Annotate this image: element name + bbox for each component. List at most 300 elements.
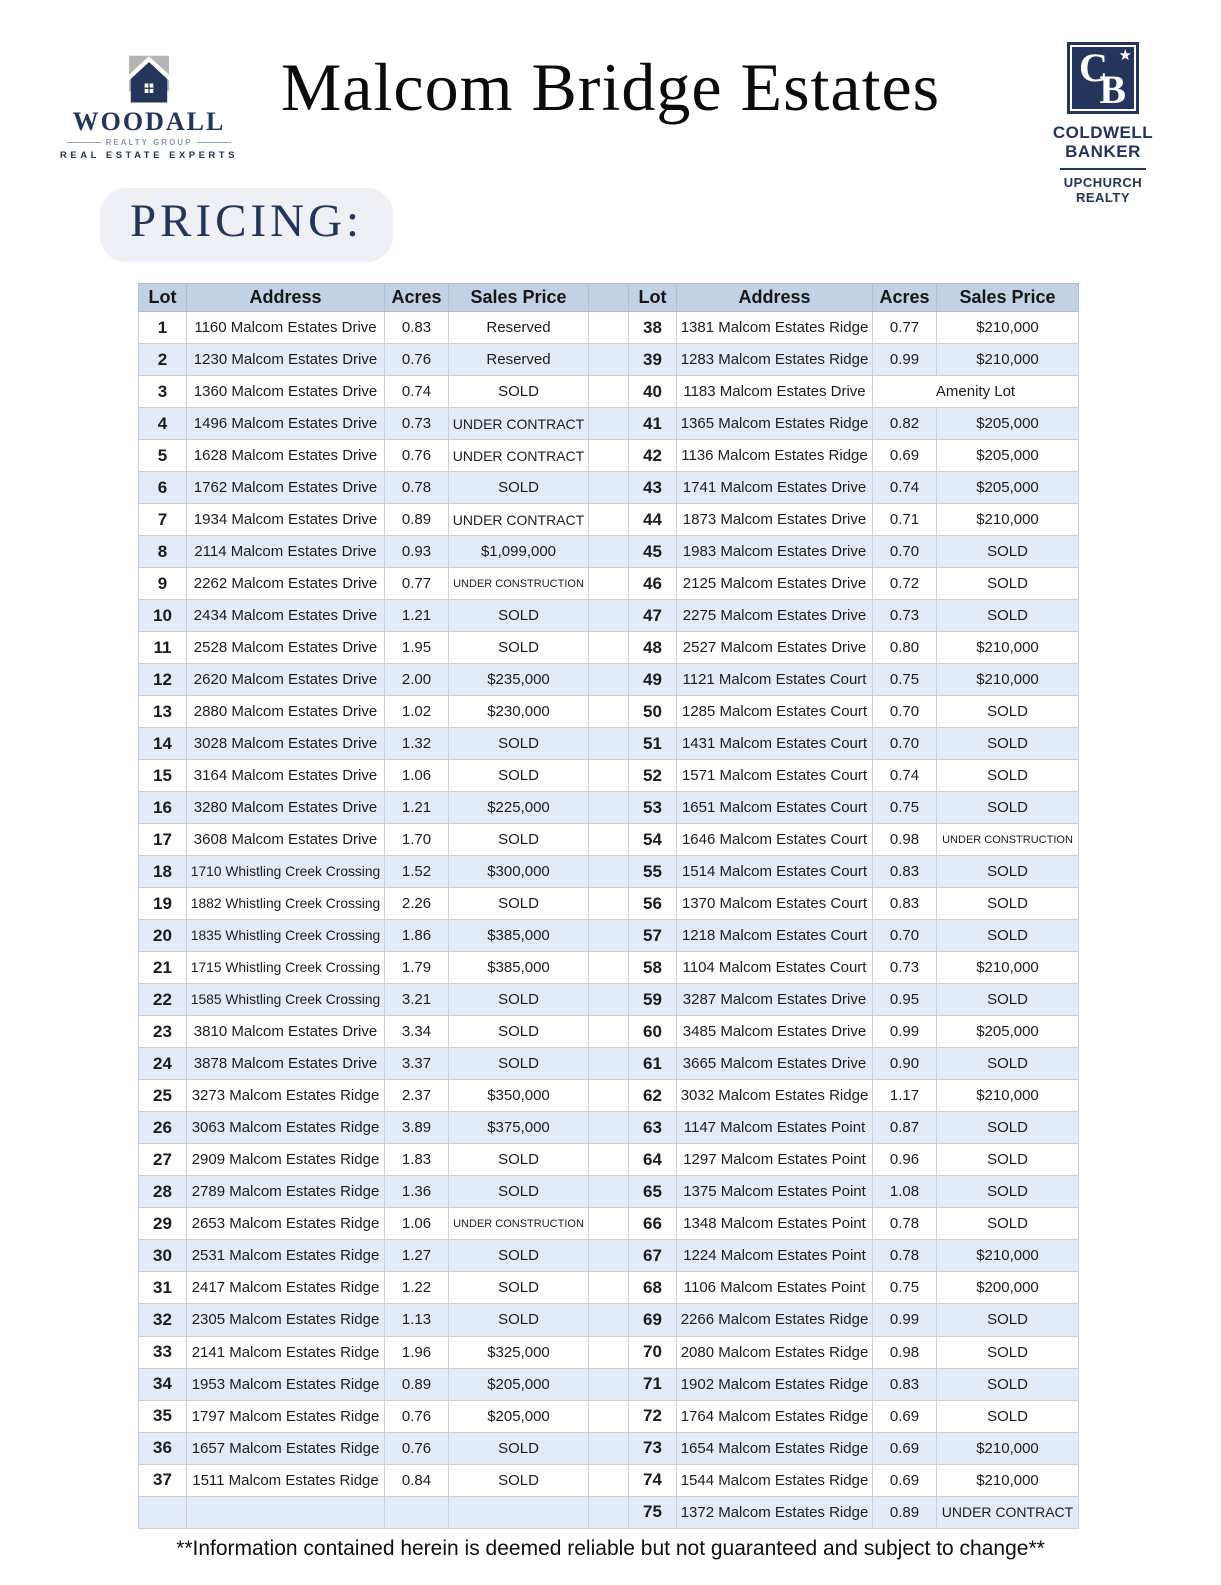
acres-cell: 0.76: [385, 344, 449, 376]
acres-cell: 0.98: [873, 824, 937, 856]
lot-cell: 71: [629, 1368, 677, 1400]
lot-cell: 7: [139, 504, 187, 536]
acres-cell: 1.70: [385, 824, 449, 856]
spacer-cell: [589, 344, 629, 376]
price-cell: SOLD: [937, 1112, 1079, 1144]
spacer-cell: [589, 1016, 629, 1048]
price-cell: UNDER CONTRACT: [449, 504, 589, 536]
price-cell: SOLD: [937, 760, 1079, 792]
price-cell: $200,000: [937, 1272, 1079, 1304]
table-row: [139, 1464, 1079, 1496]
woodall-name: WOODALL: [72, 107, 226, 136]
table-row: [139, 792, 1079, 824]
lot-cell: 28: [139, 1176, 187, 1208]
table-row: [139, 1176, 1079, 1208]
spacer-cell: [589, 824, 629, 856]
spacer-cell: [589, 600, 629, 632]
lot-cell: 33: [139, 1336, 187, 1368]
acres-cell: 0.83: [873, 1368, 937, 1400]
lot-cell: 31: [139, 1272, 187, 1304]
lot-cell: 4: [139, 408, 187, 440]
table-row: [139, 568, 1079, 600]
lot-cell: 75: [629, 1496, 677, 1528]
col-header-sales-price: Sales Price: [449, 284, 589, 312]
acres-cell: 0.76: [385, 1400, 449, 1432]
price-cell: SOLD: [937, 1336, 1079, 1368]
address-cell: 1544 Malcom Estates Ridge: [677, 1464, 873, 1496]
address-cell: 1183 Malcom Estates Drive: [677, 376, 873, 408]
table-row: [139, 1144, 1079, 1176]
address-cell: 1365 Malcom Estates Ridge: [677, 408, 873, 440]
price-cell: $210,000: [937, 1240, 1079, 1272]
acres-cell: 0.87: [873, 1112, 937, 1144]
spacer-cell: [589, 760, 629, 792]
acres-cell: 3.89: [385, 1112, 449, 1144]
address-cell: 1514 Malcom Estates Court: [677, 856, 873, 888]
price-cell: SOLD: [449, 824, 589, 856]
acres-cell: 0.89: [873, 1496, 937, 1528]
woodall-tagline: REAL ESTATE EXPERTS: [60, 150, 238, 161]
address-cell: 1710 Whistling Creek Crossing: [187, 856, 385, 888]
acres-cell: [385, 1496, 449, 1528]
lot-cell: 17: [139, 824, 187, 856]
col-header-acres: Acres: [873, 284, 937, 312]
spacer-cell: [589, 1240, 629, 1272]
col-header-acres: Acres: [385, 284, 449, 312]
acres-cell: 0.78: [873, 1208, 937, 1240]
address-cell: 1104 Malcom Estates Court: [677, 952, 873, 984]
address-cell: 1381 Malcom Estates Ridge: [677, 312, 873, 344]
lot-cell: 43: [629, 472, 677, 504]
price-cell: SOLD: [449, 1272, 589, 1304]
lot-cell: 72: [629, 1400, 677, 1432]
monogram-letter-b: B: [1099, 67, 1126, 112]
address-cell: 1571 Malcom Estates Court: [677, 760, 873, 792]
spacer-cell: [589, 856, 629, 888]
address-cell: 1628 Malcom Estates Drive: [187, 440, 385, 472]
table-row: [139, 376, 1079, 408]
table-row: [139, 408, 1079, 440]
address-cell: 3665 Malcom Estates Drive: [677, 1048, 873, 1080]
lot-cell: 35: [139, 1400, 187, 1432]
address-cell: 1654 Malcom Estates Ridge: [677, 1432, 873, 1464]
divider: [1060, 168, 1146, 170]
page-title: Malcom Bridge Estates: [280, 49, 941, 125]
table-row: [139, 536, 1079, 568]
address-cell: 1224 Malcom Estates Point: [677, 1240, 873, 1272]
acres-cell: 0.70: [873, 536, 937, 568]
lot-cell: 41: [629, 408, 677, 440]
acres-cell: 0.70: [873, 696, 937, 728]
price-cell: UNDER CONSTRUCTION: [449, 1208, 589, 1240]
acres-cell: 1.13: [385, 1304, 449, 1336]
address-cell: 2909 Malcom Estates Ridge: [187, 1144, 385, 1176]
table-row: [139, 1400, 1079, 1432]
acres-cell: 1.96: [385, 1336, 449, 1368]
lot-cell: 64: [629, 1144, 677, 1176]
price-cell: SOLD: [449, 984, 589, 1016]
woodall-realty-logo: [60, 55, 238, 161]
price-cell: $230,000: [449, 696, 589, 728]
disclaimer-text: **Information contained herein is deemed reliable but not guaranteed and subject to change**: [176, 1537, 1045, 1560]
spacer-cell: [589, 440, 629, 472]
price-cell: $205,000: [937, 440, 1079, 472]
table-row: [139, 344, 1079, 376]
spacer-cell: [589, 1272, 629, 1304]
spacer-cell: [589, 1048, 629, 1080]
acres-cell: 0.77: [385, 568, 449, 600]
monogram-letter-c: C: [1079, 45, 1108, 90]
upchurch-line: UPCHURCH: [1063, 175, 1143, 191]
address-cell: 2262 Malcom Estates Drive: [187, 568, 385, 600]
spacer-cell: [589, 536, 629, 568]
address-cell: 2275 Malcom Estates Drive: [677, 600, 873, 632]
lot-cell: 38: [629, 312, 677, 344]
price-cell: SOLD: [937, 1208, 1079, 1240]
acres-cell: 0.73: [873, 600, 937, 632]
lot-cell: 26: [139, 1112, 187, 1144]
lot-cell: 29: [139, 1208, 187, 1240]
lot-cell: 16: [139, 792, 187, 824]
star-icon: ★: [1118, 47, 1132, 64]
lot-cell: 52: [629, 760, 677, 792]
spacer-cell: [589, 696, 629, 728]
lot-cell: 57: [629, 920, 677, 952]
spacer-cell: [589, 1336, 629, 1368]
address-cell: 3032 Malcom Estates Ridge: [677, 1080, 873, 1112]
price-cell: $205,000: [937, 1016, 1079, 1048]
lot-cell: 65: [629, 1176, 677, 1208]
spacer-cell: [589, 1368, 629, 1400]
spacer-cell: [589, 1400, 629, 1432]
acres-cell: 0.99: [873, 1016, 937, 1048]
address-cell: 3287 Malcom Estates Drive: [677, 984, 873, 1016]
address-cell: 2653 Malcom Estates Ridge: [187, 1208, 385, 1240]
address-cell: 1585 Whistling Creek Crossing: [187, 984, 385, 1016]
address-cell: 3028 Malcom Estates Drive: [187, 728, 385, 760]
price-cell: $205,000: [937, 408, 1079, 440]
woodall-subtitle-row: [60, 138, 238, 147]
address-cell: 1657 Malcom Estates Ridge: [187, 1432, 385, 1464]
lot-cell: 73: [629, 1432, 677, 1464]
acres-cell: 0.95: [873, 984, 937, 1016]
price-cell: SOLD: [937, 1304, 1079, 1336]
price-cell: SOLD: [937, 1048, 1079, 1080]
lot-cell: 39: [629, 344, 677, 376]
spacer-header-cell: [589, 284, 629, 312]
acres-cell: 0.90: [873, 1048, 937, 1080]
table-row: [139, 440, 1079, 472]
acres-cell: 0.69: [873, 1400, 937, 1432]
price-cell: SOLD: [937, 1368, 1079, 1400]
coldwell-line: COLDWELL: [1052, 123, 1154, 142]
price-cell: $1,099,000: [449, 536, 589, 568]
address-cell: 1360 Malcom Estates Drive: [187, 376, 385, 408]
acres-cell: 1.02: [385, 696, 449, 728]
address-cell: 2141 Malcom Estates Ridge: [187, 1336, 385, 1368]
coldwell-banker-monogram-icon: [1067, 42, 1139, 114]
acres-cell: 1.83: [385, 1144, 449, 1176]
price-cell: UNDER CONTRACT: [449, 408, 589, 440]
coldwell-banker-name: [1043, 123, 1163, 161]
lot-cell: 15: [139, 760, 187, 792]
table-row: [139, 600, 1079, 632]
address-cell: 1372 Malcom Estates Ridge: [677, 1496, 873, 1528]
pricing-table: [138, 283, 1079, 1529]
address-cell: 1283 Malcom Estates Ridge: [677, 344, 873, 376]
acres-cell: 0.74: [385, 376, 449, 408]
table-row: [139, 1272, 1079, 1304]
spacer-cell: [589, 1464, 629, 1496]
table-row: [139, 1112, 1079, 1144]
address-cell: 1160 Malcom Estates Drive: [187, 312, 385, 344]
address-cell: 1511 Malcom Estates Ridge: [187, 1464, 385, 1496]
acres-cell: 3.34: [385, 1016, 449, 1048]
address-cell: 3280 Malcom Estates Drive: [187, 792, 385, 824]
acres-cell: 1.86: [385, 920, 449, 952]
price-cell: SOLD: [937, 1400, 1079, 1432]
acres-cell: 0.76: [385, 1432, 449, 1464]
address-cell: 1218 Malcom Estates Court: [677, 920, 873, 952]
table-row: [139, 888, 1079, 920]
lot-cell: 24: [139, 1048, 187, 1080]
table-row: [139, 856, 1079, 888]
price-cell: SOLD: [937, 600, 1079, 632]
price-cell: $205,000: [449, 1368, 589, 1400]
price-cell: SOLD: [449, 632, 589, 664]
spacer-cell: [589, 312, 629, 344]
address-cell: 1902 Malcom Estates Ridge: [677, 1368, 873, 1400]
lot-cell: 58: [629, 952, 677, 984]
lot-cell: 67: [629, 1240, 677, 1272]
spacer-cell: [589, 376, 629, 408]
lot-cell: 68: [629, 1272, 677, 1304]
table-row: [139, 1496, 1079, 1528]
acres-cell: 0.89: [385, 504, 449, 536]
price-cell: SOLD: [449, 1048, 589, 1080]
address-cell: [187, 1496, 385, 1528]
price-cell: SOLD: [449, 1432, 589, 1464]
table-row: [139, 472, 1079, 504]
address-cell: 1285 Malcom Estates Court: [677, 696, 873, 728]
spacer-cell: [589, 920, 629, 952]
spacer-cell: [589, 1080, 629, 1112]
lot-cell: 9: [139, 568, 187, 600]
lot-cell: 3: [139, 376, 187, 408]
lot-cell: 5: [139, 440, 187, 472]
banker-line: BANKER: [1065, 142, 1141, 162]
lot-cell: 21: [139, 952, 187, 984]
acres-cell: 1.08: [873, 1176, 937, 1208]
table-row: [139, 728, 1079, 760]
price-cell: UNDER CONSTRUCTION: [937, 824, 1079, 856]
table-row: [139, 696, 1079, 728]
price-cell: SOLD: [449, 728, 589, 760]
price-cell: SOLD: [937, 696, 1079, 728]
address-cell: 1147 Malcom Estates Point: [677, 1112, 873, 1144]
lot-cell: 14: [139, 728, 187, 760]
price-cell: SOLD: [937, 1176, 1079, 1208]
price-cell: SOLD: [449, 1176, 589, 1208]
lot-cell: 40: [629, 376, 677, 408]
acres-cell: 1.06: [385, 760, 449, 792]
price-cell: $210,000: [937, 312, 1079, 344]
acres-cell: 2.26: [385, 888, 449, 920]
lot-cell: 59: [629, 984, 677, 1016]
upchurch-realty-name: [1043, 176, 1163, 206]
address-cell: 2880 Malcom Estates Drive: [187, 696, 385, 728]
price-cell: Reserved: [449, 312, 589, 344]
table-row: [139, 1048, 1079, 1080]
acres-cell: 2.00: [385, 664, 449, 696]
spacer-cell: [589, 1496, 629, 1528]
merged-amenity-cell: Amenity Lot: [873, 376, 1079, 408]
acres-cell: 0.89: [385, 1368, 449, 1400]
realty-line: REALTY: [1075, 190, 1131, 205]
acres-cell: 0.96: [873, 1144, 937, 1176]
address-cell: 2620 Malcom Estates Drive: [187, 664, 385, 696]
price-cell: SOLD: [937, 728, 1079, 760]
acres-cell: 0.73: [873, 952, 937, 984]
price-cell: Reserved: [449, 344, 589, 376]
acres-cell: 0.69: [873, 440, 937, 472]
lot-cell: 63: [629, 1112, 677, 1144]
lot-cell: 37: [139, 1464, 187, 1496]
table-row: [139, 312, 1079, 344]
spacer-cell: [589, 504, 629, 536]
address-cell: 2527 Malcom Estates Drive: [677, 632, 873, 664]
address-cell: 1106 Malcom Estates Point: [677, 1272, 873, 1304]
lot-cell: 8: [139, 536, 187, 568]
acres-cell: 0.83: [873, 856, 937, 888]
table-row: [139, 632, 1079, 664]
address-cell: 3608 Malcom Estates Drive: [187, 824, 385, 856]
price-cell: SOLD: [937, 920, 1079, 952]
lot-cell: 70: [629, 1336, 677, 1368]
price-cell: UNDER CONTRACT: [937, 1496, 1079, 1528]
table-row: [139, 760, 1079, 792]
lot-cell: 20: [139, 920, 187, 952]
address-cell: 1348 Malcom Estates Point: [677, 1208, 873, 1240]
address-cell: 2434 Malcom Estates Drive: [187, 600, 385, 632]
price-cell: UNDER CONSTRUCTION: [449, 568, 589, 600]
col-header-address: Address: [187, 284, 385, 312]
acres-cell: 3.37: [385, 1048, 449, 1080]
col-header-sales-price: Sales Price: [937, 284, 1079, 312]
acres-cell: 0.77: [873, 312, 937, 344]
acres-cell: 0.82: [873, 408, 937, 440]
price-cell: SOLD: [449, 760, 589, 792]
lot-cell: 49: [629, 664, 677, 696]
lot-cell: 53: [629, 792, 677, 824]
address-cell: 2305 Malcom Estates Ridge: [187, 1304, 385, 1336]
pricing-section-label: PRICING:: [100, 188, 393, 262]
address-cell: 3810 Malcom Estates Drive: [187, 1016, 385, 1048]
lot-cell: 13: [139, 696, 187, 728]
address-cell: 1764 Malcom Estates Ridge: [677, 1400, 873, 1432]
acres-cell: 0.99: [873, 1304, 937, 1336]
table-row: [139, 1432, 1079, 1464]
address-cell: 1983 Malcom Estates Drive: [677, 536, 873, 568]
acres-cell: 3.21: [385, 984, 449, 1016]
price-cell: $385,000: [449, 920, 589, 952]
price-cell: $385,000: [449, 952, 589, 984]
address-cell: 1835 Whistling Creek Crossing: [187, 920, 385, 952]
lot-cell: 74: [629, 1464, 677, 1496]
lot-cell: 48: [629, 632, 677, 664]
table-row: [139, 1240, 1079, 1272]
lot-cell: 18: [139, 856, 187, 888]
address-cell: 1651 Malcom Estates Court: [677, 792, 873, 824]
price-cell: SOLD: [937, 568, 1079, 600]
address-cell: 1370 Malcom Estates Court: [677, 888, 873, 920]
lot-cell: 6: [139, 472, 187, 504]
address-cell: 1715 Whistling Creek Crossing: [187, 952, 385, 984]
acres-cell: 0.73: [385, 408, 449, 440]
address-cell: 2789 Malcom Estates Ridge: [187, 1176, 385, 1208]
spacer-cell: [589, 1144, 629, 1176]
acres-cell: 0.75: [873, 664, 937, 696]
table-header-row: [139, 284, 1079, 312]
spacer-cell: [589, 1176, 629, 1208]
price-cell: [449, 1496, 589, 1528]
price-cell: $205,000: [449, 1400, 589, 1432]
lot-cell: 61: [629, 1048, 677, 1080]
price-cell: SOLD: [449, 600, 589, 632]
price-cell: $205,000: [937, 472, 1079, 504]
price-cell: $375,000: [449, 1112, 589, 1144]
acres-cell: 1.95: [385, 632, 449, 664]
price-cell: $210,000: [937, 504, 1079, 536]
table-row: [139, 504, 1079, 536]
address-cell: 1741 Malcom Estates Drive: [677, 472, 873, 504]
spacer-cell: [589, 728, 629, 760]
address-cell: 2080 Malcom Estates Ridge: [677, 1336, 873, 1368]
price-cell: SOLD: [449, 1464, 589, 1496]
lot-cell: [139, 1496, 187, 1528]
acres-cell: 1.27: [385, 1240, 449, 1272]
table-row: [139, 664, 1079, 696]
spacer-cell: [589, 792, 629, 824]
price-cell: $210,000: [937, 1432, 1079, 1464]
price-cell: SOLD: [937, 984, 1079, 1016]
acres-cell: 0.83: [873, 888, 937, 920]
coldwell-banker-logo: [1043, 42, 1163, 206]
woodall-house-icon: [123, 55, 175, 105]
table-row: [139, 1336, 1079, 1368]
acres-cell: 2.37: [385, 1080, 449, 1112]
price-cell: $210,000: [937, 664, 1079, 696]
acres-cell: 0.72: [873, 568, 937, 600]
divider: [67, 142, 101, 143]
lot-cell: 44: [629, 504, 677, 536]
lot-cell: 42: [629, 440, 677, 472]
acres-cell: 0.84: [385, 1464, 449, 1496]
acres-cell: 0.98: [873, 1336, 937, 1368]
address-cell: 1121 Malcom Estates Court: [677, 664, 873, 696]
acres-cell: 0.71: [873, 504, 937, 536]
acres-cell: 1.22: [385, 1272, 449, 1304]
spacer-cell: [589, 952, 629, 984]
acres-cell: 0.75: [873, 1272, 937, 1304]
acres-cell: 1.21: [385, 600, 449, 632]
lot-cell: 23: [139, 1016, 187, 1048]
address-cell: 1431 Malcom Estates Court: [677, 728, 873, 760]
address-cell: 1646 Malcom Estates Court: [677, 824, 873, 856]
acres-cell: 1.32: [385, 728, 449, 760]
acres-cell: 0.99: [873, 344, 937, 376]
lot-cell: 2: [139, 344, 187, 376]
